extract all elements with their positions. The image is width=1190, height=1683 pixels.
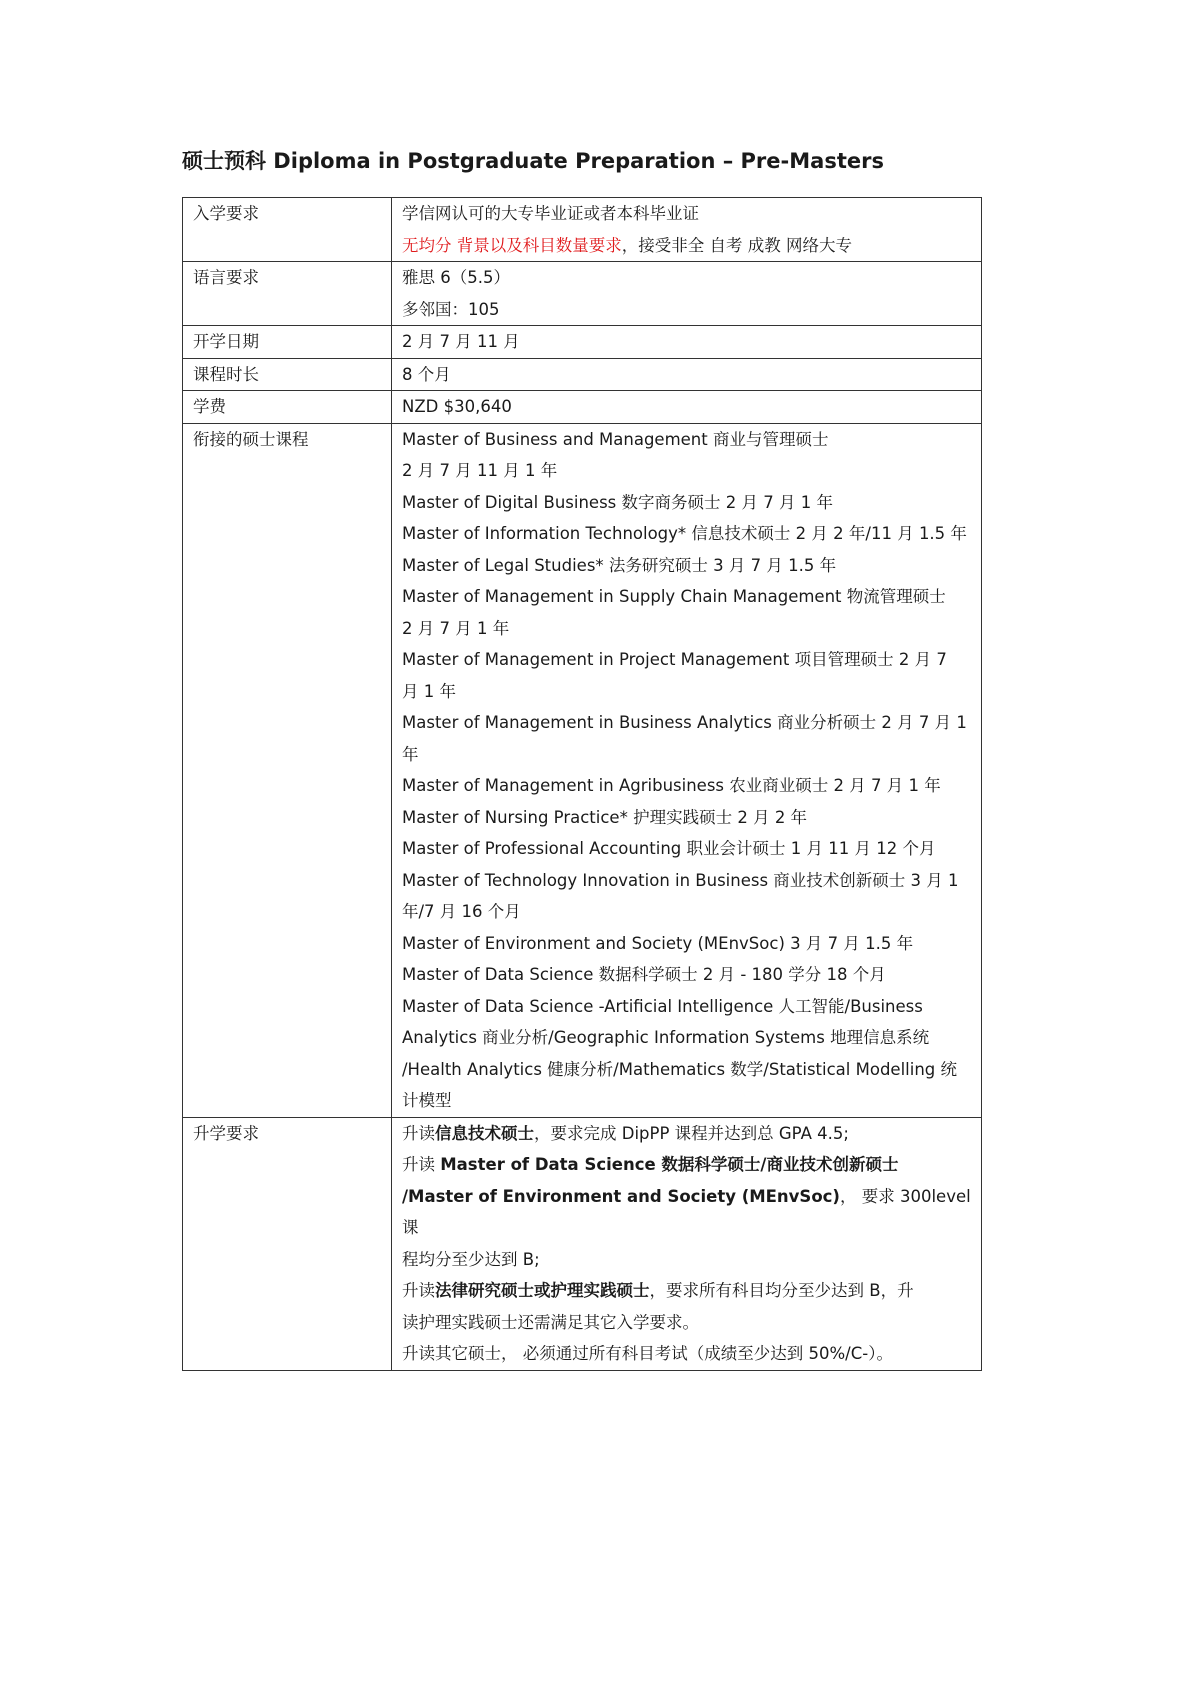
row-label-tuition: 学费 [183,391,392,424]
progression-line-1 [402,1118,971,1150]
program-line: Master of Management in Project Management 项目管理硕士 2 月 7 [402,650,947,669]
program-line: Master of Legal Studies* 法务研究硕士 3 月 7 月 1.5 年 [402,555,837,575]
entry-line-1: 学信网认可的大专毕业证或者本科毕业证 [402,204,699,223]
row-value-language [392,262,982,326]
table-row-pathway-programs [183,423,982,1117]
program-line: Master of Management in Agribusiness 农业商业硕士 2 月 7 月 1 年 [402,776,941,795]
entry-note-rest: ，接受非全 自考 成教 网络大专 [621,235,852,255]
program-line: 2 月 7 月 1 年 [402,618,510,638]
program-line: 年/7 月 16 个月 [402,902,521,921]
program-line: Analytics 商业分析/Geographic Information Systems 地理信息系统 [402,1028,930,1047]
progression-line-7: 升读其它硕士， 必须通过所有科目考试（成绩至少达到 50%/C-）。 [402,1344,893,1363]
page-title: 硕士预科 Diploma in Postgraduate Preparation – Pre-Masters [182,149,884,173]
table-row-progression [183,1117,982,1370]
table-row-language [183,262,982,326]
program-line: Master of Management in Supply Chain Management 物流管理硕士 [402,587,946,606]
progression-text: 升读 [402,1123,435,1143]
row-value-start: 2 月 7 月 11 月 [392,326,982,359]
progression-line-4: 程均分至少达到 B; [402,1249,540,1269]
progression-bold: /Master of Environment and Society (MEnvSoc) [402,1186,840,1206]
program-line: Master of Digital Business 数字商务硕士 2 月 7 月 1 年 [402,492,833,512]
progression-line-5 [402,1275,971,1307]
entry-note-red: 无均分 背景以及科目数量要求 [402,235,622,255]
program-line: 2 月 7 月 11 月 1 年 [402,461,558,480]
progression-text: ， 要求 300level 课 [402,1186,971,1237]
program-line: Master of Management in Business Analytics 商业分析硕士 2 月 7 月 1 [402,713,967,732]
program-line: 计模型 [402,1091,452,1110]
row-value-programs [392,423,982,1117]
progression-text: ，要求完成 DipPP 课程并达到总 GPA 4.5; [534,1123,849,1143]
program-line: Master of Data Science -Artificial Intelligence 人工智能/Business [402,996,923,1016]
table-row-start-dates [183,326,982,359]
program-line: Master of Technology Innovation in Business 商业技术创新硕士 3 月 1 [402,870,959,890]
program-line: /Health Analytics 健康分析/Mathematics 数学/Statistical Modelling 统 [402,1059,958,1079]
program-line: 年 [402,744,419,764]
progression-text: ，要求所有科目均分至少达到 B，升 [649,1281,914,1300]
row-label-language: 语言要求 [183,262,392,326]
language-ielts: 雅思 6（5.5） [402,268,510,287]
progression-bold: 法律研究硕士或护理实践硕士 [435,1281,650,1300]
table-row-entry-requirements [183,198,982,262]
row-label-start: 开学日期 [183,326,392,359]
program-line: 月 1 年 [402,681,456,701]
row-label-progression: 升学要求 [183,1117,392,1370]
row-value-tuition: NZD $30,640 [392,391,982,424]
program-line: Master of Information Technology* 信息技术硕士 2 月 2 年/11 月 1.5 年 [402,524,967,543]
progression-bold: Master of Data Science 数据科学硕士/商业技术创新硕士 [440,1155,899,1174]
row-value-entry [392,198,982,262]
row-value-duration: 8 个月 [392,358,982,391]
language-duolingo: 多邻国：105 [402,299,500,319]
row-value-progression [392,1117,982,1370]
program-info-table [182,197,982,1371]
progression-bold: 信息技术硕士 [435,1123,534,1143]
progression-line-2 [402,1149,971,1181]
program-line: Master of Nursing Practice* 护理实践硕士 2 月 2 年 [402,807,808,827]
table-row-tuition [183,391,982,424]
progression-line-6: 读护理实践硕士还需满足其它入学要求。 [402,1312,699,1332]
row-label-duration: 课程时长 [183,358,392,391]
table-row-duration [183,358,982,391]
progression-text: 升读 [402,1155,441,1174]
progression-text: 升读 [402,1281,435,1300]
program-line: Master of Professional Accounting 职业会计硕士 1 月 11 月 12 个月 [402,839,936,858]
progression-line-3 [402,1181,971,1244]
row-label-programs: 衔接的硕士课程 [183,423,392,1117]
program-line: Master of Business and Management 商业与管理硕士 [402,429,829,449]
program-line: Master of Data Science 数据科学硕士 2 月 - 180 学分 18 个月 [402,965,886,984]
row-label-entry: 入学要求 [183,198,392,262]
entry-line-2 [402,230,971,262]
program-line: Master of Environment and Society (MEnvSoc) 3 月 7 月 1.5 年 [402,933,914,953]
